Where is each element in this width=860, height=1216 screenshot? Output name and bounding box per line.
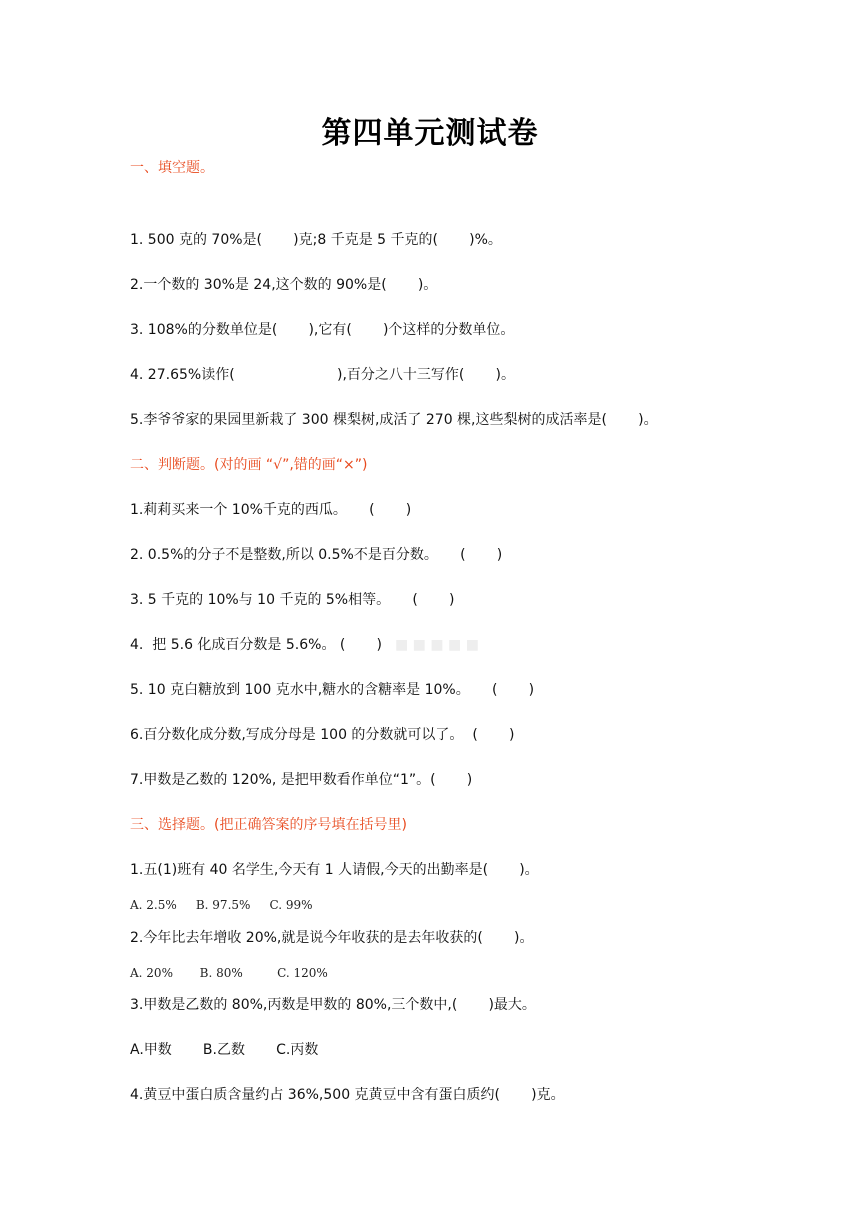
choice-options-1: A. 2.5% B. 97.5% C. 99% bbox=[130, 898, 313, 912]
section-heading-judge: 二、判断题。(对的画 “√”,错的画“×”) bbox=[130, 457, 368, 473]
judge-question-6: 6.百分数化成分数,写成分母是 100 的分数就可以了。 ( ) bbox=[130, 727, 515, 743]
judge-question-5: 5. 10 克白糖放到 100 克水中,糖水的含糖率是 10%。 ( ) bbox=[130, 682, 535, 698]
choice-options-2: A. 20% B. 80% C. 120% bbox=[130, 966, 328, 980]
section-heading-choice: 三、选择题。(把正确答案的序号填在括号里) bbox=[130, 817, 407, 833]
judge-question-1: 1.莉莉买来一个 10%千克的西瓜。 ( ) bbox=[130, 502, 412, 518]
choice-question-2: 2.今年比去年增收 20%,就是说今年收获的是去年收获的( )。 bbox=[130, 930, 534, 946]
page-title: 第四单元测试卷 bbox=[321, 116, 539, 151]
fill-question-2: 2.一个数的 30%是 24,这个数的 90%是( )。 bbox=[130, 277, 438, 293]
choice-question-4: 4.黄豆中蛋白质含量约占 36%,500 克黄豆中含有蛋白质约( )克。 bbox=[130, 1087, 565, 1103]
faint-watermark-text: ■ ■ ■ ■ ■ bbox=[395, 637, 479, 653]
choice-question-1: 1.五(1)班有 40 名学生,今天有 1 人请假,今天的出勤率是( )。 bbox=[130, 862, 539, 878]
judge-question-4: 4. 把 5.6 化成百分数是 5.6%。 ( ) bbox=[130, 637, 382, 653]
fill-question-5: 5.李爷爷家的果园里新栽了 300 棵梨树,成活了 270 棵,这些梨树的成活率是( )。 bbox=[130, 412, 658, 428]
fill-question-3: 3. 108%的分数单位是( ),它有( )个这样的分数单位。 bbox=[130, 322, 515, 338]
judge-question-7: 7.甲数是乙数的 120%, 是把甲数看作单位“1”。( ) bbox=[130, 772, 473, 788]
fill-question-1: 1. 500 克的 70%是( )克;8 千克是 5 千克的( )%。 bbox=[130, 232, 502, 248]
section-heading-fill: 一、填空题。 bbox=[130, 160, 214, 176]
choice-options-3: A.甲数 B.乙数 C.丙数 bbox=[130, 1042, 319, 1058]
fill-question-4: 4. 27.65%读作( ),百分之八十三写作( )。 bbox=[130, 367, 515, 383]
choice-question-3: 3.甲数是乙数的 80%,丙数是甲数的 80%,三个数中,( )最大。 bbox=[130, 997, 536, 1013]
judge-question-3: 3. 5 千克的 10%与 10 千克的 5%相等。 ( ) bbox=[130, 592, 455, 608]
judge-question-2: 2. 0.5%的分子不是整数,所以 0.5%不是百分数。 ( ) bbox=[130, 547, 503, 563]
